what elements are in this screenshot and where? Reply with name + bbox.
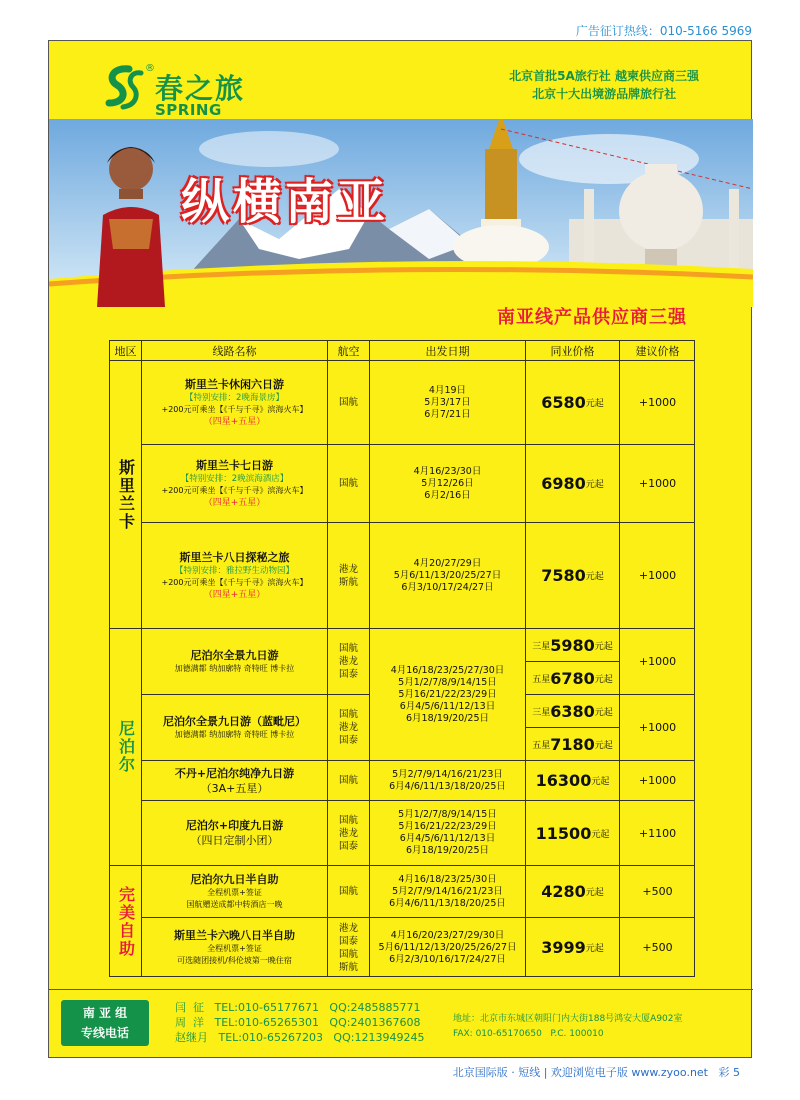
banner-title: 纵横南亚 xyxy=(181,174,390,230)
suggest-cell: +1100 xyxy=(620,801,695,866)
route-sub: 加德满都 纳加廓特 奇特旺 博卡拉 xyxy=(174,730,295,739)
price-cell xyxy=(526,761,620,801)
route-note: 【特别安排：2晚滨海酒店】 xyxy=(180,474,289,484)
tagline-line-2: 北京十大出境游品牌旅行社 xyxy=(532,87,677,101)
route-name: 斯里兰卡八日探秘之旅 xyxy=(179,551,290,564)
tagline xyxy=(509,67,699,103)
price-unit: 元起 xyxy=(594,740,613,751)
contact-address xyxy=(453,1012,683,1042)
route-price-table xyxy=(109,340,695,977)
price-value: 3999 xyxy=(541,938,586,957)
price-value: 16300 xyxy=(535,771,592,790)
contact-badge: 南 亚 组 专线电话 xyxy=(61,1000,149,1046)
route-sub: 全程机票+签证 xyxy=(207,888,262,897)
dates-cell: 4月16/18/23/25/30日 5月2/7/9/14/16/21/23日 6月4/6/11/13/18/20/25日 xyxy=(370,866,526,918)
header-region: 地区 xyxy=(110,341,142,361)
route-sub2: 国航赠送成都中转酒店一晚 xyxy=(186,900,283,909)
price-value: 7580 xyxy=(541,566,586,585)
price-value: 6780 xyxy=(550,668,595,688)
price-value: 6980 xyxy=(541,474,586,493)
price-value: 5980 xyxy=(550,635,595,655)
price-unit: 元起 xyxy=(594,707,613,718)
route-star: （四星+五星） xyxy=(203,590,266,600)
route-name: 尼泊尔全景九日游（蓝毗尼） xyxy=(163,715,306,728)
region-srilanka xyxy=(110,361,142,629)
route-name: 尼泊尔+印度九日游 xyxy=(185,819,284,832)
price-unit: 元起 xyxy=(585,399,604,409)
airline-cell: 国航 xyxy=(328,445,370,523)
spring-tour-logo xyxy=(99,63,269,123)
route-sub2: 可选随团接机/科伦坡第一晚住宿 xyxy=(177,956,292,965)
tier-label: 五星 xyxy=(532,740,551,751)
price-cell xyxy=(526,695,620,728)
suggest-cell: +500 xyxy=(642,941,673,954)
price-unit: 元起 xyxy=(585,888,604,898)
price-value: 6580 xyxy=(541,393,586,412)
route-plus: +200元可乘坐【《千与千寻》滨海火车】 xyxy=(161,578,308,587)
registered-mark: ® xyxy=(145,63,155,74)
route-name: 尼泊尔九日半自助 xyxy=(190,873,279,886)
route-star: （四星+五星） xyxy=(203,498,266,508)
dates-cell-shared: 4月16/18/23/25/27/30日 5月1/2/7/8/9/14/15日 5月16/21/22/23/29日 6月4/5/6/11/12/13日 6月18/19/20/25日 xyxy=(370,629,526,761)
footer-divider: | xyxy=(543,1066,548,1079)
price-cell xyxy=(526,629,620,662)
dates-cell: 4月16/20/23/27/29/30日 5月6/11/12/13/20/25/26/27日 6月2/3/10/16/17/24/27日 xyxy=(370,918,526,977)
fax-line: FAX: 010-65170650 P.C. 100010 xyxy=(453,1029,604,1039)
header-dates: 出发日期 xyxy=(370,341,526,361)
address-line: 地址：北京市东城区朝阳门内大街188号鸿安大厦A902室 xyxy=(453,1014,683,1024)
route-name: 斯里兰卡休闲六日游 xyxy=(185,378,284,391)
region-nepal-label: 尼泊尔 xyxy=(116,720,136,774)
ad-frame xyxy=(48,40,752,1058)
contact-people xyxy=(175,1000,424,1045)
airline-cell: 港龙 国泰 国航 斯航 xyxy=(328,918,370,977)
price-cell xyxy=(526,728,620,761)
suggest-cell: +1000 xyxy=(620,523,695,629)
price-unit: 元起 xyxy=(585,480,604,490)
region-freedom-label: 完美自助 xyxy=(116,885,136,958)
airline-cell: 国航 港龙 国泰 xyxy=(328,695,370,761)
suggest-cell: +1000 xyxy=(620,695,695,761)
region-srilanka-label: 斯里兰卡 xyxy=(116,458,136,531)
suggest-cell: +1000 xyxy=(620,629,695,695)
route-name: 斯里兰卡六晚八日半自助 xyxy=(174,929,295,942)
price-value: 7180 xyxy=(550,734,595,754)
price-unit: 元起 xyxy=(585,944,604,954)
route-name: 尼泊尔全景九日游 xyxy=(190,649,279,662)
header-trade-price: 同业价格 xyxy=(526,341,620,361)
logo-english-name: SPRING xyxy=(155,101,222,119)
ad-hotline: 广告征订热线：010-5166 5969 xyxy=(575,24,752,38)
route-plus: +200元可乘坐【《千与千寻》滨海火车】 xyxy=(161,405,308,414)
route-sub: 加德满都 纳加廓特 奇特旺 博卡拉 xyxy=(174,664,295,673)
route-sub: （四日定制小团） xyxy=(190,834,279,847)
route-star: （四星+五星） xyxy=(203,417,266,427)
footer-site[interactable]: 欢迎浏览电子版 www.zyoo.net xyxy=(550,1066,708,1079)
tier-label: 三星 xyxy=(532,641,551,652)
dates-cell: 5月2/7/9/14/16/21/23日 6月4/6/11/13/18/20/25日 xyxy=(370,761,526,801)
price-unit: 元起 xyxy=(585,572,604,582)
contact-section xyxy=(49,989,753,1059)
price-unit: 元起 xyxy=(594,674,613,685)
price-unit: 元起 xyxy=(591,829,610,840)
route-cell xyxy=(142,801,328,866)
dates-cell: 4月16/23/30日 5月12/26日 6月2/16日 xyxy=(370,445,526,523)
route-note: 【特别安排：雅拉野生动物园】 xyxy=(174,566,294,576)
dates-cell: 5月1/2/7/8/9/14/15日 5月16/21/22/23/29日 6月4/5/6/11/12/13日 6月18/19/20/25日 xyxy=(370,801,526,866)
dates-cell: 4月20/27/29日 5月6/11/13/20/25/27日 6月3/10/17/24/27日 xyxy=(370,523,526,629)
contact-person: 周 洋 TEL:010-65265301 QQ:2401367608 xyxy=(175,1016,421,1029)
tier-label: 五星 xyxy=(532,674,551,685)
route-cell xyxy=(142,629,328,695)
price-value: 4280 xyxy=(541,882,586,901)
route-cell xyxy=(142,445,328,523)
region-nepal xyxy=(110,629,142,866)
route-name: 斯里兰卡七日游 xyxy=(196,459,273,472)
route-name: 不丹+尼泊尔纯净九日游 xyxy=(174,766,295,780)
price-cell xyxy=(526,918,620,977)
suggest-cell: +1000 xyxy=(620,445,695,523)
price-cell xyxy=(526,662,620,695)
dates-cell: 4月19日 5月3/17日 6月7/21日 xyxy=(370,361,526,445)
suggest-cell: +1000 xyxy=(620,761,695,801)
route-cell xyxy=(142,866,328,918)
logo-chinese-name: 春之旅 xyxy=(155,72,246,105)
route-plus: +200元可乘坐【《千与千寻》滨海火车】 xyxy=(161,486,308,495)
price-cell xyxy=(526,866,620,918)
price-cell xyxy=(526,801,620,866)
footer-section: 北京国际版 · 短线 xyxy=(452,1066,541,1079)
price-unit: 元起 xyxy=(591,777,610,787)
route-cell xyxy=(142,918,328,977)
header-suggest-price: 建议价格 xyxy=(620,341,695,361)
suggest-cell: +500 xyxy=(620,866,695,918)
route-cell xyxy=(142,523,328,629)
subtitle-supplier: 南亚线产品供应商三强 xyxy=(497,307,687,328)
contact-person: 闫 征 TEL:010-65177671 QQ:2485885771 xyxy=(175,1001,421,1014)
contact-person: 赵继月 TEL:010-65267203 QQ:1213949245 xyxy=(175,1031,425,1044)
tier-label: 三星 xyxy=(532,707,551,718)
banner-image xyxy=(49,119,753,307)
region-freedom xyxy=(110,866,142,977)
airline-cell: 国航 港龙 国泰 xyxy=(328,629,370,695)
banner-scenery xyxy=(49,119,753,307)
airline-cell: 国航 xyxy=(328,761,370,801)
price-unit: 元起 xyxy=(594,641,613,652)
route-note: 【特别安排：2晚海景房】 xyxy=(185,393,284,403)
route-sub: 全程机票+签证 xyxy=(207,944,262,953)
price-cell xyxy=(526,445,620,523)
logo-mark-icon xyxy=(99,63,149,113)
header-airline: 航空 xyxy=(328,341,370,361)
price-cell xyxy=(526,361,620,445)
tagline-line-1: 北京首批5A旅行社 越柬供应商三强 xyxy=(509,69,699,83)
route-sub: （3A+五星） xyxy=(200,781,269,795)
price-value: 11500 xyxy=(535,823,592,843)
header-route: 线路名称 xyxy=(142,341,328,361)
airline-cell: 国航 xyxy=(328,866,370,918)
airline-cell: 国航 港龙 国泰 xyxy=(328,801,370,866)
price-value: 6380 xyxy=(550,701,595,721)
route-cell xyxy=(142,761,328,801)
route-cell xyxy=(142,361,328,445)
footer-page-number: 彩 5 xyxy=(718,1066,740,1079)
airline-cell: 国航 xyxy=(328,361,370,445)
airline-cell: 港龙 斯航 xyxy=(328,523,370,629)
price-cell xyxy=(526,523,620,629)
route-cell xyxy=(142,695,328,761)
page-footer xyxy=(453,1064,740,1080)
suggest-cell: +1000 xyxy=(620,361,695,445)
